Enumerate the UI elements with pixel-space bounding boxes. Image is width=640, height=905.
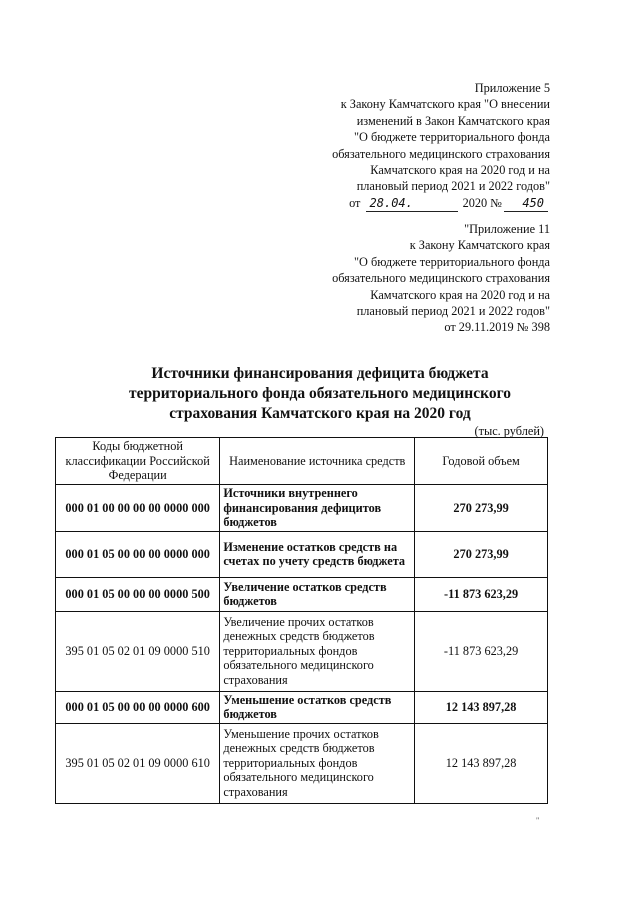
appendix-5-line: Приложение 5 <box>474 81 550 95</box>
appendix-5-line: Камчатского края на 2020 год и на <box>370 163 550 178</box>
title-line: Источники финансирования дефицита бюджета <box>151 365 489 382</box>
financing-sources-table <box>55 437 548 804</box>
appendix-11-line: "О бюджете территориального фонда <box>354 254 550 269</box>
appendix-11-line: к Закону Камчатского края <box>409 238 550 253</box>
title-line: страхования Камчатского края на 2020 год <box>169 405 471 422</box>
appendix-11-header <box>332 221 550 336</box>
cell-code: 000 01 05 00 00 00 0000 000 <box>56 531 220 577</box>
appendix-5-header <box>332 80 550 212</box>
appendix-5-line: изменений в Закон Камчатского края <box>356 113 550 128</box>
document-title <box>60 364 580 424</box>
cell-name: Источники внутреннего финансирования дефицитов бюджетов <box>220 485 415 532</box>
cell-amount: 12 143 897,28 <box>415 691 548 723</box>
table-row <box>56 577 548 611</box>
appendix-5-date-line <box>332 195 550 212</box>
header-budget-codes: Коды бюджетной классификации Российской Федерации <box>56 438 220 485</box>
date-prefix: от <box>349 195 361 210</box>
cell-amount: 12 143 897,28 <box>415 723 548 803</box>
appendix-11-line: плановый период 2021 и 2022 годов" <box>356 304 550 319</box>
cell-name: Изменение остатков средств на счетах по учету средств бюджета <box>220 531 415 577</box>
cell-amount: 270 273,99 <box>415 485 548 532</box>
cell-code: 000 01 05 00 00 00 0000 500 <box>56 577 220 611</box>
closing-quote-mark: " <box>536 816 540 825</box>
title-line: территориального фонда обязательного медицинского <box>129 385 511 402</box>
appendix-11-line: обязательного медицинского страхования <box>332 271 550 286</box>
cell-amount: 270 273,99 <box>415 531 548 577</box>
header-source-name: Наименование источника средств <box>220 438 415 485</box>
cell-code: 395 01 05 02 01 09 0000 610 <box>56 723 220 803</box>
appendix-5-line: к Закону Камчатского края "О внесении <box>340 97 550 112</box>
table-row <box>56 723 548 803</box>
table-header-row <box>56 438 548 485</box>
appendix-11-line: "Приложение 11 <box>464 222 550 236</box>
appendix-5-line: плановый период 2021 и 2022 годов" <box>356 179 550 194</box>
year-suffix: 2020 № <box>462 195 502 210</box>
table-row <box>56 691 548 723</box>
appendix-11-line: Камчатского края на 2020 год и на <box>370 287 550 302</box>
appendix-11-line: от 29.11.2019 № 398 <box>444 320 550 335</box>
cell-code: 000 01 00 00 00 00 0000 000 <box>56 485 220 532</box>
cell-code: 000 01 05 00 00 00 0000 600 <box>56 691 220 723</box>
cell-amount: -11 873 623,29 <box>415 611 548 691</box>
cell-name: Уменьшение остатков средств бюджетов <box>220 691 415 723</box>
handwritten-date: 28.04. <box>366 195 458 212</box>
cell-amount: -11 873 623,29 <box>415 577 548 611</box>
appendix-5-line: "О бюджете территориального фонда <box>354 130 550 145</box>
cell-name: Уменьшение прочих остатков денежных средств бюджетов территориальных фондов обязательного медицинского страхования <box>220 723 415 803</box>
header-annual-volume: Годовой объем <box>415 438 548 485</box>
table-row <box>56 485 548 532</box>
table-row <box>56 531 548 577</box>
table-body <box>56 485 548 804</box>
handwritten-number: 450 <box>504 195 548 212</box>
cell-name: Увеличение прочих остатков денежных средств бюджетов территориальных фондов обязательного медицинского страхования <box>220 611 415 691</box>
units-label: (тыс. рублей) <box>474 424 544 438</box>
appendix-5-line: обязательного медицинского страхования <box>332 146 550 161</box>
table-row <box>56 611 548 691</box>
cell-code: 395 01 05 02 01 09 0000 510 <box>56 611 220 691</box>
cell-name: Увеличение остатков средств бюджетов <box>220 577 415 611</box>
